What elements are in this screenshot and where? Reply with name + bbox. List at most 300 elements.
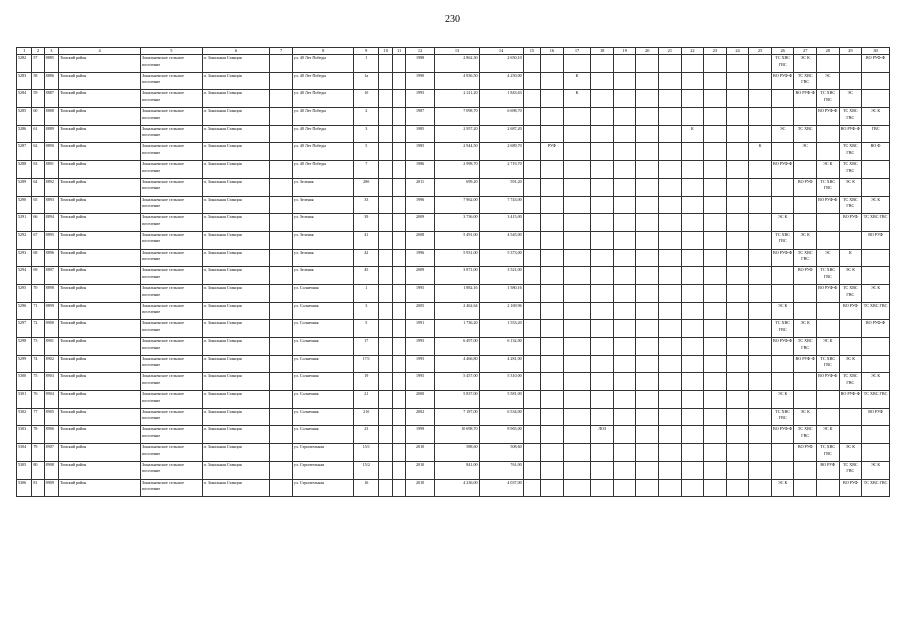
col21-cell — [659, 143, 682, 161]
col26-cell — [771, 461, 794, 479]
house-no-cell: 5 — [354, 320, 379, 338]
col18-cell — [591, 90, 614, 108]
col24-cell — [726, 320, 749, 338]
total-area-cell: 699,20 — [435, 178, 479, 196]
col10-cell — [379, 249, 393, 267]
page-number: 230 — [445, 14, 460, 25]
col20-cell — [636, 214, 659, 232]
year-built-cell: 2008 — [405, 231, 435, 249]
column-number-header: 23 — [704, 48, 727, 55]
col17-cell — [563, 125, 591, 143]
col17-cell — [563, 178, 591, 196]
col11-cell — [393, 444, 405, 462]
row-no-cell: 73 — [32, 338, 44, 356]
col26-cell — [771, 108, 794, 126]
row-no-cell: 80 — [32, 461, 44, 479]
locality-cell: п. Зональная Станция — [202, 391, 270, 409]
col29-cell: ТС ХВС ГВС — [839, 196, 862, 214]
settlement-cell: Зональненское сельское поселение — [141, 408, 203, 426]
col22-cell — [681, 302, 704, 320]
col19-cell — [613, 408, 636, 426]
column-number-header: 29 — [839, 48, 862, 55]
row-no-cell: 67 — [32, 231, 44, 249]
col26-cell — [771, 284, 794, 302]
col21-cell — [659, 408, 682, 426]
locality-cell: п. Зональная Станция — [202, 302, 270, 320]
col20-cell — [636, 355, 659, 373]
locality-cell: п. Зональная Станция — [202, 196, 270, 214]
house-no-cell: 21б — [354, 408, 379, 426]
col7-cell — [270, 90, 293, 108]
living-area-cell: 5 581,00 — [479, 391, 523, 409]
col29-cell: ЭС К — [839, 444, 862, 462]
col11-cell — [393, 178, 405, 196]
district-cell: Томский район — [59, 426, 141, 444]
col18-cell — [591, 355, 614, 373]
col16-cell — [541, 426, 564, 444]
house-no-cell: 45 — [354, 267, 379, 285]
col16-cell — [541, 161, 564, 179]
col21-cell — [659, 196, 682, 214]
year-built-cell: 1995 — [405, 90, 435, 108]
object-id-cell: 8888 — [44, 108, 58, 126]
locality-cell: п. Зональная Станция — [202, 426, 270, 444]
col21-cell — [659, 214, 682, 232]
col10-cell — [379, 302, 393, 320]
object-id-cell: 8906 — [44, 426, 58, 444]
street-cell: ул. 40 Лет Победы — [292, 108, 354, 126]
row-no-cell: 60 — [32, 108, 44, 126]
col26-cell: ВО РУФ-Ф — [771, 72, 794, 90]
col23-cell — [704, 231, 727, 249]
col28-cell: ВО РУФ — [816, 461, 839, 479]
col20-cell — [636, 408, 659, 426]
col23-cell — [704, 355, 727, 373]
row-no-cell: 76 — [32, 391, 44, 409]
col23-cell — [704, 373, 727, 391]
col17-cell — [563, 373, 591, 391]
col24-cell — [726, 302, 749, 320]
col15-cell — [523, 408, 540, 426]
col20-cell — [636, 143, 659, 161]
object-id-cell: 8894 — [44, 214, 58, 232]
district-cell: Томский район — [59, 461, 141, 479]
reg-no-cell: 5287 — [17, 143, 32, 161]
object-id-cell: 8908 — [44, 461, 58, 479]
table-row — [17, 72, 890, 90]
col30-cell — [862, 161, 890, 179]
object-id-cell: 8886 — [44, 72, 58, 90]
col18-cell — [591, 284, 614, 302]
column-number-header: 1 — [17, 48, 32, 55]
col16-cell — [541, 479, 564, 497]
col19-cell — [613, 72, 636, 90]
col25-cell — [749, 391, 772, 409]
year-built-cell: 1996 — [405, 249, 435, 267]
col25-cell — [749, 461, 772, 479]
settlement-cell: Зональненское сельское поселение — [141, 72, 203, 90]
house-no-cell: 19 — [354, 373, 379, 391]
col30-cell: ТС ХВС ГВС — [862, 391, 890, 409]
living-area-cell: 3 521,00 — [479, 267, 523, 285]
col21-cell — [659, 125, 682, 143]
col20-cell — [636, 479, 659, 497]
reg-no-cell: 5293 — [17, 249, 32, 267]
col24-cell — [726, 249, 749, 267]
col29-cell: ВО РУФ-Ф — [839, 391, 862, 409]
col19-cell — [613, 391, 636, 409]
street-cell: ул. Зеленая — [292, 231, 354, 249]
col24-cell — [726, 161, 749, 179]
locality-cell: п. Зональная Станция — [202, 72, 270, 90]
col18-cell — [591, 444, 614, 462]
col11-cell — [393, 249, 405, 267]
col29-cell: ВО РУФ — [839, 214, 862, 232]
col21-cell — [659, 426, 682, 444]
row-no-cell: 75 — [32, 373, 44, 391]
district-cell: Томский район — [59, 391, 141, 409]
row-no-cell: 66 — [32, 214, 44, 232]
total-area-cell: 5 931,00 — [435, 249, 479, 267]
col26-cell: ВО РУФ-Ф — [771, 338, 794, 356]
col30-cell: ТС ХВС ГВС — [862, 302, 890, 320]
row-no-cell: 61 — [32, 125, 44, 143]
col7-cell — [270, 143, 293, 161]
col21-cell — [659, 231, 682, 249]
col20-cell — [636, 72, 659, 90]
settlement-cell: Зональненское сельское поселение — [141, 178, 203, 196]
total-area-cell: 2 957,20 — [435, 125, 479, 143]
col27-cell — [794, 373, 817, 391]
col28-cell: ВО РУФ-Ф — [816, 108, 839, 126]
row-no-cell: 58 — [32, 72, 44, 90]
col19-cell — [613, 302, 636, 320]
object-id-cell: 8903 — [44, 373, 58, 391]
col22-cell — [681, 231, 704, 249]
living-area-cell: 7 743,00 — [479, 196, 523, 214]
locality-cell: п. Зональная Станция — [202, 161, 270, 179]
house-no-cell: 3 — [354, 302, 379, 320]
reg-no-cell: 5286 — [17, 125, 32, 143]
col18-cell — [591, 391, 614, 409]
col22-cell — [681, 249, 704, 267]
col28-cell: ЭС К — [816, 161, 839, 179]
col25-cell — [749, 444, 772, 462]
table-row — [17, 338, 890, 356]
col29-cell: ВО РУФ — [839, 302, 862, 320]
column-number-header: 2 — [32, 48, 44, 55]
reg-no-cell: 5301 — [17, 391, 32, 409]
col23-cell — [704, 196, 727, 214]
col23-cell — [704, 72, 727, 90]
col17-cell — [563, 391, 591, 409]
table-row — [17, 373, 890, 391]
table-row — [17, 90, 890, 108]
col21-cell — [659, 479, 682, 497]
total-area-cell: 7 098,70 — [435, 108, 479, 126]
row-no-cell: 78 — [32, 426, 44, 444]
col24-cell — [726, 355, 749, 373]
table-row — [17, 161, 890, 179]
col22-cell — [681, 461, 704, 479]
object-id-cell: 8904 — [44, 391, 58, 409]
row-no-cell: 59 — [32, 90, 44, 108]
col7-cell — [270, 125, 293, 143]
object-id-cell: 8898 — [44, 284, 58, 302]
col29-cell: ВО РУФ-Ф — [839, 125, 862, 143]
locality-cell: п. Зональная Станция — [202, 55, 270, 73]
col26-cell: ЭС К — [771, 214, 794, 232]
col11-cell — [393, 196, 405, 214]
col26-cell: ВО РУФ-Ф — [771, 249, 794, 267]
col7-cell — [270, 426, 293, 444]
col30-cell: ВО РУФ — [862, 231, 890, 249]
col18-cell — [591, 373, 614, 391]
col15-cell — [523, 143, 540, 161]
total-area-cell: 2 944,50 — [435, 143, 479, 161]
col18-cell — [591, 55, 614, 73]
row-no-cell: 57 — [32, 55, 44, 73]
street-cell: ул. Солнечная — [292, 408, 354, 426]
total-area-cell: 3 871,00 — [435, 267, 479, 285]
settlement-cell: Зональненское сельское поселение — [141, 196, 203, 214]
row-no-cell: 68 — [32, 249, 44, 267]
col21-cell — [659, 338, 682, 356]
col17-cell — [563, 355, 591, 373]
col10-cell — [379, 267, 393, 285]
col22-cell — [681, 391, 704, 409]
col10-cell — [379, 373, 393, 391]
living-area-cell: 8 965,00 — [479, 426, 523, 444]
col30-cell: ЭС К — [862, 196, 890, 214]
col17-cell — [563, 479, 591, 497]
col25-cell — [749, 231, 772, 249]
col11-cell — [393, 267, 405, 285]
col10-cell — [379, 72, 393, 90]
col25-cell — [749, 108, 772, 126]
col22-cell — [681, 338, 704, 356]
col7-cell — [270, 444, 293, 462]
year-built-cell: 1995 — [405, 373, 435, 391]
col24-cell — [726, 391, 749, 409]
col19-cell — [613, 426, 636, 444]
col27-cell — [794, 161, 817, 179]
col26-cell — [771, 178, 794, 196]
col17-cell — [563, 461, 591, 479]
col26-cell: ЭС К — [771, 302, 794, 320]
col19-cell — [613, 125, 636, 143]
col30-cell: ВО РУФ — [862, 408, 890, 426]
col30-cell — [862, 90, 890, 108]
year-built-cell: 1987 — [405, 108, 435, 126]
house-no-cell: 7 — [354, 161, 379, 179]
col24-cell — [726, 461, 749, 479]
total-area-cell: 2 862,30 — [435, 55, 479, 73]
col21-cell — [659, 444, 682, 462]
col30-cell: ЭС К — [862, 373, 890, 391]
street-cell: ул. 40 Лет Победы — [292, 72, 354, 90]
col20-cell — [636, 178, 659, 196]
col19-cell — [613, 338, 636, 356]
col20-cell — [636, 284, 659, 302]
col22-cell — [681, 426, 704, 444]
col28-cell: ВО РУФ-Ф — [816, 373, 839, 391]
col20-cell — [636, 90, 659, 108]
col21-cell — [659, 284, 682, 302]
col24-cell — [726, 196, 749, 214]
living-area-cell: 1 580,16 — [479, 284, 523, 302]
col28-cell: ТС ХВС ГВС — [816, 444, 839, 462]
table-row — [17, 249, 890, 267]
reg-no-cell: 5304 — [17, 444, 32, 462]
col10-cell — [379, 355, 393, 373]
total-area-cell: 1 736,20 — [435, 320, 479, 338]
col18-cell — [591, 143, 614, 161]
col30-cell — [862, 249, 890, 267]
col29-cell: ТС ХВС ГВС — [839, 461, 862, 479]
house-no-cell: 17 — [354, 338, 379, 356]
column-number-header: 19 — [613, 48, 636, 55]
col19-cell — [613, 355, 636, 373]
year-built-cell: 1990 — [405, 72, 435, 90]
col26-cell — [771, 444, 794, 462]
house-no-cell: 2 — [354, 108, 379, 126]
col17-cell: К — [563, 72, 591, 90]
col10-cell — [379, 231, 393, 249]
col24-cell — [726, 72, 749, 90]
col19-cell — [613, 249, 636, 267]
col23-cell — [704, 461, 727, 479]
street-cell: ул. Зеленая — [292, 249, 354, 267]
table-row — [17, 284, 890, 302]
col19-cell — [613, 143, 636, 161]
column-number-header: 26 — [771, 48, 794, 55]
street-cell: ул. Строительная — [292, 444, 354, 462]
col19-cell — [613, 231, 636, 249]
district-cell: Томский район — [59, 284, 141, 302]
living-area-cell: 761,00 — [479, 461, 523, 479]
col17-cell — [563, 267, 591, 285]
col16-cell: РУФ — [541, 143, 564, 161]
col26-cell: ЭС К — [771, 391, 794, 409]
living-area-cell: 4 250,00 — [479, 72, 523, 90]
col22-cell — [681, 196, 704, 214]
locality-cell: п. Зональная Станция — [202, 178, 270, 196]
year-built-cell: 2010 — [405, 461, 435, 479]
register-table — [16, 47, 890, 497]
col7-cell — [270, 461, 293, 479]
col29-cell: ЭС К — [839, 178, 862, 196]
col27-cell: ЭС К — [794, 320, 817, 338]
col24-cell — [726, 267, 749, 285]
col18-cell: ЛОЗ — [591, 426, 614, 444]
district-cell: Томский район — [59, 161, 141, 179]
col26-cell: ВО РУФ-Ф — [771, 161, 794, 179]
year-built-cell: 1996 — [405, 196, 435, 214]
col11-cell — [393, 408, 405, 426]
col29-cell: ТС ХВС ГВС — [839, 143, 862, 161]
col28-cell: ЭС — [816, 72, 839, 90]
col24-cell — [726, 426, 749, 444]
col25-cell — [749, 338, 772, 356]
house-no-cell: 28б — [354, 178, 379, 196]
col15-cell — [523, 426, 540, 444]
column-number-header: 7 — [270, 48, 293, 55]
col15-cell — [523, 320, 540, 338]
col23-cell — [704, 55, 727, 73]
col22-cell — [681, 161, 704, 179]
col27-cell: ЭС К — [794, 408, 817, 426]
district-cell: Томский район — [59, 196, 141, 214]
col19-cell — [613, 196, 636, 214]
col10-cell — [379, 479, 393, 497]
col25-cell — [749, 196, 772, 214]
col30-cell: ЭС К — [862, 461, 890, 479]
col27-cell: ЭС — [794, 143, 817, 161]
col27-cell: ТС ХВС — [794, 125, 817, 143]
locality-cell: п. Зональная Станция — [202, 231, 270, 249]
col17-cell — [563, 320, 591, 338]
table-row — [17, 444, 890, 462]
col22-cell — [681, 214, 704, 232]
street-cell: ул. Солнечная — [292, 426, 354, 444]
settlement-cell: Зональненское сельское поселение — [141, 55, 203, 73]
living-area-cell: 6 132,00 — [479, 338, 523, 356]
col18-cell — [591, 196, 614, 214]
column-number-header: 21 — [659, 48, 682, 55]
col28-cell: ТС ХВС ГВС — [816, 355, 839, 373]
year-built-cell: 1999 — [405, 426, 435, 444]
year-built-cell: 2009 — [405, 267, 435, 285]
col15-cell — [523, 373, 540, 391]
reg-no-cell: 5297 — [17, 320, 32, 338]
col27-cell — [794, 391, 817, 409]
col22-cell — [681, 444, 704, 462]
col7-cell — [270, 108, 293, 126]
col23-cell — [704, 444, 727, 462]
column-number-header: 12 — [405, 48, 435, 55]
col25-cell — [749, 249, 772, 267]
col19-cell — [613, 267, 636, 285]
col29-cell — [839, 408, 862, 426]
col26-cell — [771, 90, 794, 108]
col21-cell — [659, 355, 682, 373]
col30-cell — [862, 267, 890, 285]
table-row — [17, 143, 890, 161]
living-area-cell: 5 310,00 — [479, 373, 523, 391]
district-cell: Томский район — [59, 373, 141, 391]
col7-cell — [270, 391, 293, 409]
col20-cell — [636, 108, 659, 126]
col25-cell — [749, 284, 772, 302]
column-number-header: 11 — [393, 48, 405, 55]
col29-cell: К — [839, 249, 862, 267]
col28-cell — [816, 231, 839, 249]
living-area-cell: 4 545,00 — [479, 231, 523, 249]
col27-cell: ВО РУФ — [794, 444, 817, 462]
col16-cell — [541, 55, 564, 73]
house-no-cell: 15/1 — [354, 444, 379, 462]
col18-cell — [591, 408, 614, 426]
col16-cell — [541, 320, 564, 338]
col16-cell — [541, 72, 564, 90]
col26-cell — [771, 196, 794, 214]
year-built-cell: 1995 — [405, 338, 435, 356]
year-built-cell: 2002 — [405, 408, 435, 426]
reg-no-cell: 5283 — [17, 72, 32, 90]
reg-no-cell: 5303 — [17, 426, 32, 444]
year-built-cell: 2010 — [405, 479, 435, 497]
